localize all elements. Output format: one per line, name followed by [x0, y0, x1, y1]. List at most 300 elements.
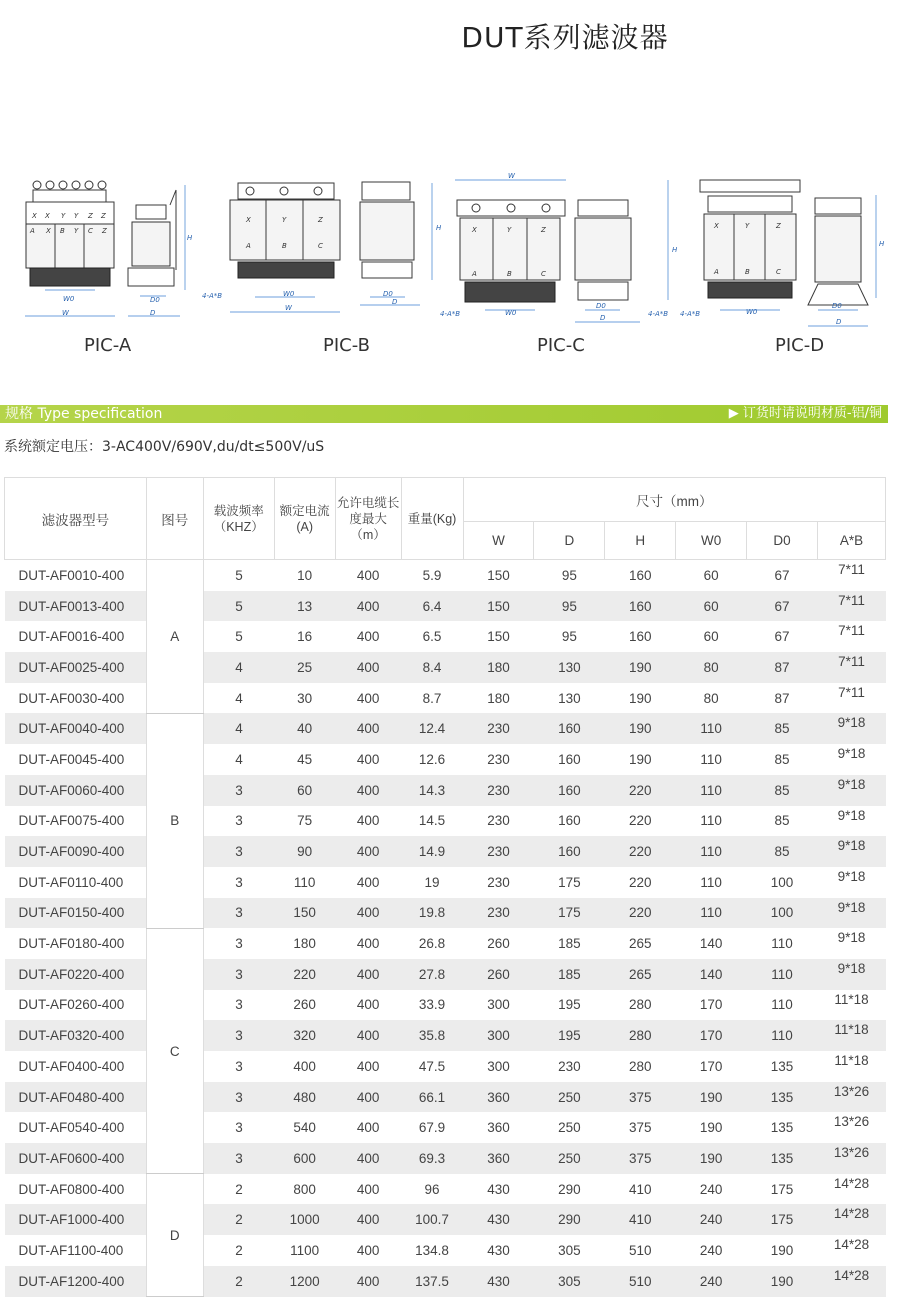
pic-c-front-drawing — [455, 172, 566, 317]
cell-cable-length: 400 — [335, 959, 401, 990]
table-row — [5, 1204, 886, 1235]
cell-w: 150 — [463, 621, 534, 652]
cell-ab: 9*18 — [817, 928, 885, 959]
cell-weight: 27.8 — [401, 959, 463, 990]
cell-d0: 100 — [747, 867, 818, 898]
cell-model: DUT-AF0025-400 — [5, 652, 147, 683]
cell-d: 230 — [534, 1051, 605, 1082]
table-row — [5, 806, 886, 837]
order-note: ▶ 订货时请说明材质-铝/铜 — [728, 406, 882, 421]
cell-frequency: 4 — [203, 683, 274, 714]
table-row — [5, 683, 886, 714]
cell-frequency: 3 — [203, 1112, 274, 1143]
table-row — [5, 560, 886, 591]
cell-w0: 60 — [676, 621, 747, 652]
cell-weight: 14.9 — [401, 836, 463, 867]
cell-h: 160 — [605, 560, 676, 591]
cell-ab: 7*11 — [817, 621, 885, 652]
cell-frequency: 3 — [203, 806, 274, 837]
cell-cable-length: 400 — [335, 836, 401, 867]
cell-w0: 190 — [676, 1143, 747, 1174]
cell-cable-length: 400 — [335, 1266, 401, 1297]
cell-model: DUT-AF0030-400 — [5, 683, 147, 714]
cell-h: 280 — [605, 990, 676, 1021]
cell-h: 160 — [605, 621, 676, 652]
cell-w0: 110 — [676, 806, 747, 837]
cell-d0: 190 — [747, 1235, 818, 1266]
cell-cable-length: 400 — [335, 1143, 401, 1174]
cell-d: 175 — [534, 898, 605, 929]
cell-d: 160 — [534, 836, 605, 867]
pic-c-side-drawing — [575, 180, 678, 322]
cell-model: DUT-AF0480-400 — [5, 1082, 147, 1113]
cell-d0: 100 — [747, 898, 818, 929]
cell-w: 430 — [463, 1204, 534, 1235]
cell-weight: 8.4 — [401, 652, 463, 683]
cell-w: 150 — [463, 560, 534, 591]
cell-d0: 85 — [747, 744, 818, 775]
svg-text:Y: Y — [745, 222, 750, 230]
svg-text:C: C — [541, 270, 546, 278]
header-h: H — [605, 522, 676, 560]
cell-h: 280 — [605, 1020, 676, 1051]
cell-w0: 140 — [676, 959, 747, 990]
spec-table — [4, 477, 886, 1297]
svg-text:C: C — [88, 227, 93, 235]
svg-text:D0: D0 — [383, 290, 393, 298]
cell-current: 540 — [274, 1112, 335, 1143]
svg-text:W0: W0 — [746, 308, 758, 316]
cell-model: DUT-AF0060-400 — [5, 775, 147, 806]
table-row — [5, 1143, 886, 1174]
svg-text:Z: Z — [102, 227, 107, 235]
cell-weight: 14.3 — [401, 775, 463, 806]
svg-text:Z: Z — [88, 212, 93, 220]
cell-weight: 26.8 — [401, 928, 463, 959]
cell-d: 95 — [534, 560, 605, 591]
header-figure: 图号 — [146, 478, 203, 560]
table-row — [5, 1112, 886, 1143]
cell-model: DUT-AF0540-400 — [5, 1112, 147, 1143]
cell-ab: 7*11 — [817, 683, 885, 714]
cell-weight: 35.8 — [401, 1020, 463, 1051]
svg-text:H: H — [436, 224, 442, 232]
pic-a-front-drawing — [25, 181, 115, 317]
cell-w: 230 — [463, 836, 534, 867]
cell-d: 250 — [534, 1143, 605, 1174]
cell-model: DUT-AF0150-400 — [5, 898, 147, 929]
cell-d0: 85 — [747, 775, 818, 806]
cell-w0: 110 — [676, 713, 747, 744]
cell-w: 230 — [463, 867, 534, 898]
cell-model: DUT-AF0600-400 — [5, 1143, 147, 1174]
cell-weight: 100.7 — [401, 1204, 463, 1235]
svg-text:D0: D0 — [150, 296, 160, 304]
svg-text:B: B — [507, 270, 512, 278]
cell-current: 220 — [274, 959, 335, 990]
cell-d0: 135 — [747, 1082, 818, 1113]
pic-b-side-drawing — [360, 182, 460, 318]
spec-title: 规格 Type specification — [5, 406, 163, 422]
header-d: D — [534, 522, 605, 560]
cell-frequency: 2 — [203, 1174, 274, 1205]
cell-current: 16 — [274, 621, 335, 652]
cell-weight: 14.5 — [401, 806, 463, 837]
svg-text:Y: Y — [61, 212, 66, 220]
svg-text:W0: W0 — [505, 309, 517, 317]
header-model: 滤波器型号 — [5, 478, 147, 560]
svg-text:B: B — [282, 242, 287, 250]
cell-current: 110 — [274, 867, 335, 898]
cell-w0: 140 — [676, 928, 747, 959]
cell-cable-length: 400 — [335, 1051, 401, 1082]
cell-w0: 110 — [676, 867, 747, 898]
svg-text:4-A*B: 4-A*B — [648, 310, 669, 318]
cell-ab: 11*18 — [817, 1051, 885, 1082]
cell-d0: 67 — [747, 591, 818, 622]
page-title: DUT系列滤波器 — [461, 21, 669, 54]
cell-weight: 33.9 — [401, 990, 463, 1021]
cell-cable-length: 400 — [335, 867, 401, 898]
cell-figure: C — [146, 928, 203, 1174]
cell-d0: 110 — [747, 928, 818, 959]
cell-cable-length: 400 — [335, 1112, 401, 1143]
cell-h: 410 — [605, 1204, 676, 1235]
cell-w: 230 — [463, 806, 534, 837]
cell-h: 190 — [605, 744, 676, 775]
header-ab: A*B — [817, 522, 885, 560]
cell-weight: 12.4 — [401, 713, 463, 744]
header-w0: W0 — [676, 522, 747, 560]
cell-d0: 135 — [747, 1143, 818, 1174]
cell-d: 160 — [534, 744, 605, 775]
cell-model: DUT-AF0040-400 — [5, 713, 147, 744]
cell-ab: 11*18 — [817, 1020, 885, 1051]
cell-w: 300 — [463, 990, 534, 1021]
svg-text:H: H — [187, 234, 193, 242]
cell-current: 13 — [274, 591, 335, 622]
cell-h: 220 — [605, 867, 676, 898]
cell-ab: 7*11 — [817, 560, 885, 591]
cell-d: 195 — [534, 990, 605, 1021]
cell-current: 320 — [274, 1020, 335, 1051]
cell-model: DUT-AF0013-400 — [5, 591, 147, 622]
svg-text:B: B — [60, 227, 65, 235]
cell-d0: 85 — [747, 806, 818, 837]
cell-ab: 9*18 — [817, 713, 885, 744]
technical-drawings — [0, 170, 900, 370]
cell-d: 185 — [534, 959, 605, 990]
pic-c-label: PIC-C — [537, 335, 585, 356]
pic-a-side-drawing — [128, 185, 222, 317]
cell-frequency: 3 — [203, 775, 274, 806]
cell-h: 220 — [605, 898, 676, 929]
cell-d: 250 — [534, 1112, 605, 1143]
cell-frequency: 3 — [203, 836, 274, 867]
cell-current: 180 — [274, 928, 335, 959]
cell-current: 260 — [274, 990, 335, 1021]
table-row — [5, 1082, 886, 1113]
cell-frequency: 5 — [203, 591, 274, 622]
cell-w: 230 — [463, 775, 534, 806]
cell-weight: 69.3 — [401, 1143, 463, 1174]
cell-h: 190 — [605, 683, 676, 714]
cell-current: 75 — [274, 806, 335, 837]
table-row — [5, 898, 886, 929]
rated-voltage: 系统额定电压：3-AC400V/690V,du/dt≤500V/uS — [4, 439, 325, 455]
cell-d0: 135 — [747, 1051, 818, 1082]
cell-frequency: 2 — [203, 1266, 274, 1297]
cell-weight: 137.5 — [401, 1266, 463, 1297]
cell-cable-length: 400 — [335, 806, 401, 837]
cell-frequency: 4 — [203, 713, 274, 744]
table-row — [5, 1174, 886, 1205]
cell-d0: 67 — [747, 560, 818, 591]
cell-w: 300 — [463, 1051, 534, 1082]
table-row — [5, 1051, 886, 1082]
svg-text:A: A — [246, 242, 251, 250]
cell-cable-length: 400 — [335, 1020, 401, 1051]
cell-weight: 66.1 — [401, 1082, 463, 1113]
cell-w0: 170 — [676, 1051, 747, 1082]
pic-b-label: PIC-B — [323, 335, 370, 356]
table-row — [5, 1266, 886, 1297]
svg-text:C: C — [776, 268, 781, 276]
cell-cable-length: 400 — [335, 898, 401, 929]
spec-table-header — [5, 478, 886, 560]
svg-text:Y: Y — [74, 227, 79, 235]
cell-ab: 9*18 — [817, 744, 885, 775]
cell-ab: 9*18 — [817, 775, 885, 806]
svg-text:D: D — [600, 314, 606, 322]
cell-current: 40 — [274, 713, 335, 744]
svg-text:Z: Z — [541, 226, 546, 234]
cell-cable-length: 400 — [335, 713, 401, 744]
cell-h: 510 — [605, 1235, 676, 1266]
svg-text:A: A — [714, 268, 719, 276]
cell-frequency: 3 — [203, 1082, 274, 1113]
cell-ab: 14*28 — [817, 1174, 885, 1205]
cell-ab: 9*18 — [817, 836, 885, 867]
cell-cable-length: 400 — [335, 591, 401, 622]
cell-weight: 6.4 — [401, 591, 463, 622]
svg-text:W0: W0 — [63, 295, 75, 303]
cell-current: 400 — [274, 1051, 335, 1082]
cell-w0: 110 — [676, 775, 747, 806]
cell-w: 230 — [463, 744, 534, 775]
cell-d: 305 — [534, 1266, 605, 1297]
cell-model: DUT-AF1000-400 — [5, 1204, 147, 1235]
cell-cable-length: 400 — [335, 928, 401, 959]
cell-frequency: 3 — [203, 1020, 274, 1051]
cell-d0: 67 — [747, 621, 818, 652]
cell-ab: 7*11 — [817, 652, 885, 683]
cell-d: 95 — [534, 591, 605, 622]
table-row — [5, 652, 886, 683]
cell-d: 175 — [534, 867, 605, 898]
cell-frequency: 3 — [203, 867, 274, 898]
svg-text:H: H — [879, 240, 885, 248]
cell-frequency: 3 — [203, 959, 274, 990]
cell-w0: 110 — [676, 836, 747, 867]
cell-w0: 240 — [676, 1266, 747, 1297]
svg-text:X: X — [45, 212, 50, 220]
svg-text:W: W — [62, 309, 69, 317]
svg-text:X: X — [714, 222, 719, 230]
cell-model: DUT-AF0010-400 — [5, 560, 147, 591]
cell-figure: A — [146, 560, 203, 714]
cell-h: 375 — [605, 1143, 676, 1174]
cell-frequency: 4 — [203, 744, 274, 775]
cell-w: 180 — [463, 683, 534, 714]
table-row — [5, 1235, 886, 1266]
cell-cable-length: 400 — [335, 560, 401, 591]
cell-d: 130 — [534, 652, 605, 683]
svg-text:X: X — [472, 226, 477, 234]
cell-w: 430 — [463, 1235, 534, 1266]
table-row — [5, 1020, 886, 1051]
cell-weight: 67.9 — [401, 1112, 463, 1143]
cell-h: 220 — [605, 806, 676, 837]
cell-ab: 13*26 — [817, 1112, 885, 1143]
svg-text:X: X — [32, 212, 37, 220]
cell-h: 190 — [605, 652, 676, 683]
cell-d0: 190 — [747, 1266, 818, 1297]
cell-ab: 9*18 — [817, 867, 885, 898]
cell-frequency: 3 — [203, 898, 274, 929]
cell-w0: 110 — [676, 898, 747, 929]
cell-model: DUT-AF0075-400 — [5, 806, 147, 837]
cell-d0: 110 — [747, 990, 818, 1021]
cell-w0: 190 — [676, 1082, 747, 1113]
cell-cable-length: 400 — [335, 1204, 401, 1235]
cell-frequency: 5 — [203, 560, 274, 591]
cell-ab: 11*18 — [817, 990, 885, 1021]
svg-text:W: W — [508, 172, 515, 180]
svg-text:D0: D0 — [832, 302, 842, 310]
table-row — [5, 744, 886, 775]
cell-current: 1000 — [274, 1204, 335, 1235]
svg-text:4-A*B: 4-A*B — [202, 292, 223, 300]
spec-table-body — [5, 560, 886, 1297]
cell-ab: 14*28 — [817, 1204, 885, 1235]
cell-cable-length: 400 — [335, 683, 401, 714]
cell-h: 220 — [605, 836, 676, 867]
header-w: W — [463, 522, 534, 560]
cell-cable-length: 400 — [335, 990, 401, 1021]
cell-w0: 60 — [676, 560, 747, 591]
header-size: 尺寸（mm） — [463, 478, 885, 522]
cell-current: 150 — [274, 898, 335, 929]
cell-model: DUT-AF0260-400 — [5, 990, 147, 1021]
cell-weight: 19 — [401, 867, 463, 898]
cell-current: 45 — [274, 744, 335, 775]
cell-w0: 240 — [676, 1235, 747, 1266]
cell-d0: 175 — [747, 1174, 818, 1205]
cell-w: 430 — [463, 1266, 534, 1297]
cell-model: DUT-AF0016-400 — [5, 621, 147, 652]
cell-figure: B — [146, 713, 203, 928]
cell-w: 150 — [463, 591, 534, 622]
cell-h: 410 — [605, 1174, 676, 1205]
header-weight: 重量(Kg) — [401, 478, 463, 560]
cell-frequency: 3 — [203, 928, 274, 959]
cell-w: 180 — [463, 652, 534, 683]
cell-cable-length: 400 — [335, 1174, 401, 1205]
cell-cable-length: 400 — [335, 775, 401, 806]
cell-w: 230 — [463, 898, 534, 929]
cell-cable-length: 400 — [335, 1082, 401, 1113]
cell-w0: 60 — [676, 591, 747, 622]
cell-weight: 47.5 — [401, 1051, 463, 1082]
cell-model: DUT-AF0400-400 — [5, 1051, 147, 1082]
table-row — [5, 990, 886, 1021]
cell-h: 280 — [605, 1051, 676, 1082]
cell-ab: 13*26 — [817, 1143, 885, 1174]
cell-w: 360 — [463, 1143, 534, 1174]
cell-model: DUT-AF1200-400 — [5, 1266, 147, 1297]
cell-model: DUT-AF0180-400 — [5, 928, 147, 959]
cell-w: 300 — [463, 1020, 534, 1051]
cell-weight: 12.6 — [401, 744, 463, 775]
cell-h: 265 — [605, 959, 676, 990]
svg-text:C: C — [318, 242, 323, 250]
cell-w0: 170 — [676, 990, 747, 1021]
cell-current: 800 — [274, 1174, 335, 1205]
cell-d: 195 — [534, 1020, 605, 1051]
cell-frequency: 5 — [203, 621, 274, 652]
cell-w0: 190 — [676, 1112, 747, 1143]
svg-text:Z: Z — [101, 212, 106, 220]
cell-d0: 135 — [747, 1112, 818, 1143]
cell-w0: 80 — [676, 683, 747, 714]
table-row — [5, 928, 886, 959]
table-row — [5, 713, 886, 744]
cell-h: 190 — [605, 713, 676, 744]
cell-h: 160 — [605, 591, 676, 622]
cell-cable-length: 400 — [335, 652, 401, 683]
svg-text:4-A*B: 4-A*B — [680, 310, 701, 318]
cell-d: 305 — [534, 1235, 605, 1266]
svg-text:Z: Z — [776, 222, 781, 230]
cell-w0: 110 — [676, 744, 747, 775]
cell-ab: 14*28 — [817, 1235, 885, 1266]
svg-text:D: D — [150, 309, 156, 317]
cell-d: 185 — [534, 928, 605, 959]
cell-current: 600 — [274, 1143, 335, 1174]
cell-frequency: 3 — [203, 1051, 274, 1082]
svg-text:Y: Y — [507, 226, 512, 234]
cell-d0: 85 — [747, 713, 818, 744]
cell-ab: 7*11 — [817, 591, 885, 622]
svg-text:W0: W0 — [283, 290, 295, 298]
cell-current: 30 — [274, 683, 335, 714]
svg-text:4-A*B: 4-A*B — [440, 310, 461, 318]
cell-model: DUT-AF0110-400 — [5, 867, 147, 898]
cell-current: 1200 — [274, 1266, 335, 1297]
cell-ab: 9*18 — [817, 806, 885, 837]
cell-d0: 175 — [747, 1204, 818, 1235]
svg-text:A: A — [30, 227, 35, 235]
svg-text:X: X — [46, 227, 51, 235]
cell-d: 160 — [534, 775, 605, 806]
cell-w: 260 — [463, 959, 534, 990]
cell-current: 25 — [274, 652, 335, 683]
cell-d: 290 — [534, 1174, 605, 1205]
cell-h: 375 — [605, 1082, 676, 1113]
cell-cable-length: 400 — [335, 1235, 401, 1266]
table-row — [5, 836, 886, 867]
